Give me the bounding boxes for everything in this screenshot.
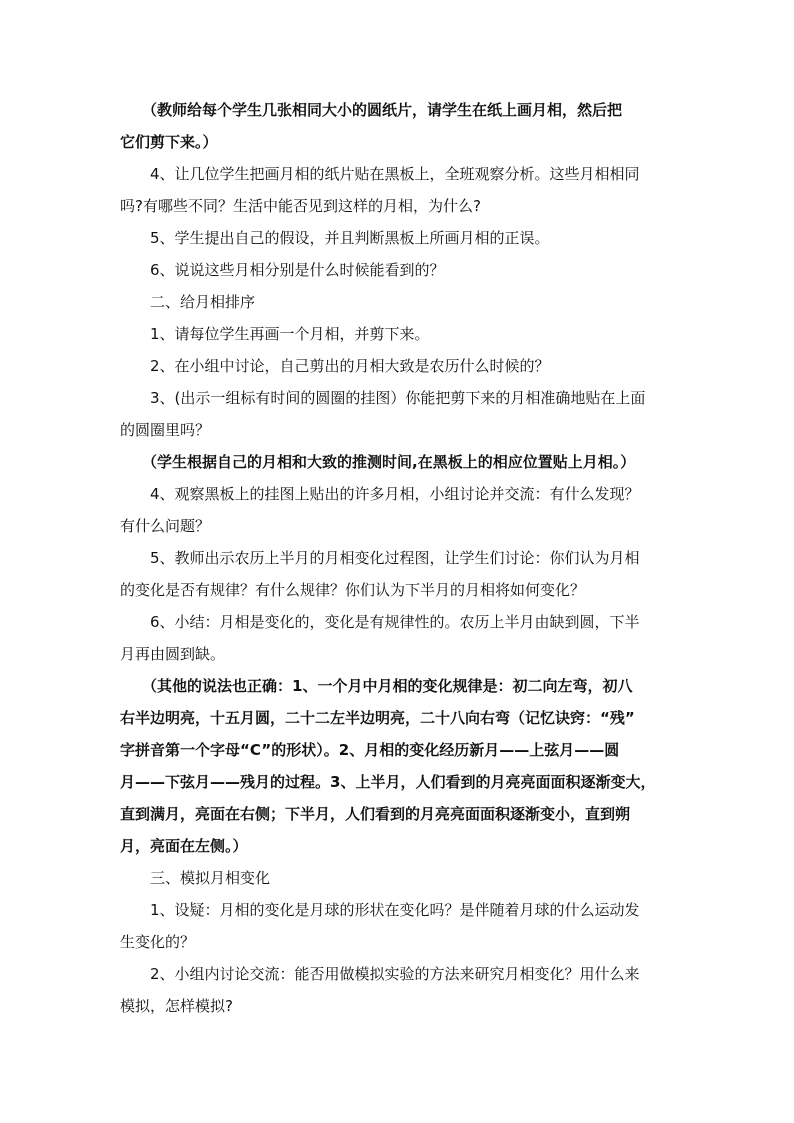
paragraph-line: 有什么问题？: [120, 517, 211, 535]
paragraph-line: 二、给月相排序: [150, 293, 256, 311]
paragraph-line: 三、模拟月相变化: [150, 869, 271, 887]
paragraph-sort-step-4: [120, 478, 710, 542]
paragraph-line: 的变化是否有规律？有什么规律？你们认为下半月的月相将如何变化？: [120, 581, 586, 599]
paragraph-line: 3、(出示一组标有时间的圆圈的挂图）你能把剪下来的月相准确地贴在上面: [150, 389, 646, 407]
paragraph-student-note: [120, 446, 702, 478]
paragraph-teacher-instruction: [120, 94, 702, 158]
paragraph-step-5: [120, 222, 710, 254]
paragraph-line: 的圆圈里吗？: [120, 421, 211, 439]
section-heading-2: [120, 286, 710, 318]
paragraph-line: 吗?有哪些不同？生活中能否见到这样的月相，为什么?: [120, 197, 481, 215]
paragraph-sort-step-2: [120, 350, 710, 382]
paragraph-line: 1、设疑：月相的变化是月球的形状在变化吗？是伴随着月球的什么运动发: [150, 901, 640, 919]
paragraph-line: 4、观察黑板上的挂图上贴出的许多月相，小组讨论并交流：有什么发现？: [150, 485, 640, 503]
paragraph-line: 字拼音第一个字母“C”的形状）。2、月相的变化经历新月——上弦月——圆: [120, 741, 620, 759]
paragraph-line: 模拟，怎样模拟?: [120, 997, 233, 1015]
paragraph-line: （教师给每个学生几张相同大小的圆纸片，请学生在纸上画月相，然后把: [142, 101, 623, 119]
paragraph-line: 它们剪下来。）: [120, 133, 218, 151]
paragraph-sort-step-5: [120, 542, 710, 606]
paragraph-sort-step-3: [120, 382, 710, 446]
paragraph-line: 6、小结：月相是变化的，变化是有规律性的。农历上半月由缺到圆，下半: [150, 613, 640, 631]
paragraph-line: 2、在小组中讨论，自己剪出的月相大致是农历什么时候的？: [150, 357, 550, 375]
paragraph-line: 6、说说这些月相分别是什么时候能看到的？: [150, 261, 445, 279]
paragraph-line: 直到满月，亮面在右侧；下半月，人们看到的月亮亮面面积逐渐变小，直到朔: [120, 805, 631, 823]
paragraph-simulate-step-2: [120, 958, 710, 1022]
paragraph-other-explanations: [120, 670, 702, 862]
paragraph-line: 生变化的？: [120, 933, 196, 951]
paragraph-line: 2、小组内讨论交流：能否用做模拟实验的方法来研究月相变化？用什么来: [150, 965, 640, 983]
paragraph-line: 月——下弦月——残月的过程。3、上半月，人们看到的月亮亮面面积逐渐变大，: [120, 773, 656, 791]
paragraph-line: 4、让几位学生把画月相的纸片贴在黑板上，全班观察分析。这些月相相同: [150, 165, 640, 183]
paragraph-line: 5、教师出示农历上半月的月相变化过程图，让学生们讨论：你们认为月相: [150, 549, 640, 567]
paragraph-sort-step-6: [120, 606, 710, 670]
paragraph-simulate-step-1: [120, 894, 710, 958]
paragraph-sort-step-1: [120, 318, 710, 350]
paragraph-line: 1、请每位学生再画一个月相，并剪下来。: [150, 325, 430, 343]
paragraph-line: （学生根据自己的月相和大致的推测时间,在黑板上的相应位置贴上月相。）: [142, 453, 636, 471]
paragraph-step-4: [120, 158, 710, 222]
paragraph-line: 月再由圆到缺。: [120, 645, 226, 663]
paragraph-step-6: [120, 254, 710, 286]
paragraph-line: 月，亮面在左侧。）: [120, 837, 248, 855]
paragraph-line: 5、学生提出自己的假设，并且判断黑板上所画月相的正误。: [150, 229, 550, 247]
paragraph-line: （其他的说法也正确：1、一个月中月相的变化规律是：初二向左弯，初八: [142, 677, 633, 695]
paragraph-line: 右半边明亮，十五月圆，二十二左半边明亮，二十八向右弯（记忆诀窍：“残”: [120, 709, 635, 727]
section-heading-3: [120, 862, 710, 894]
